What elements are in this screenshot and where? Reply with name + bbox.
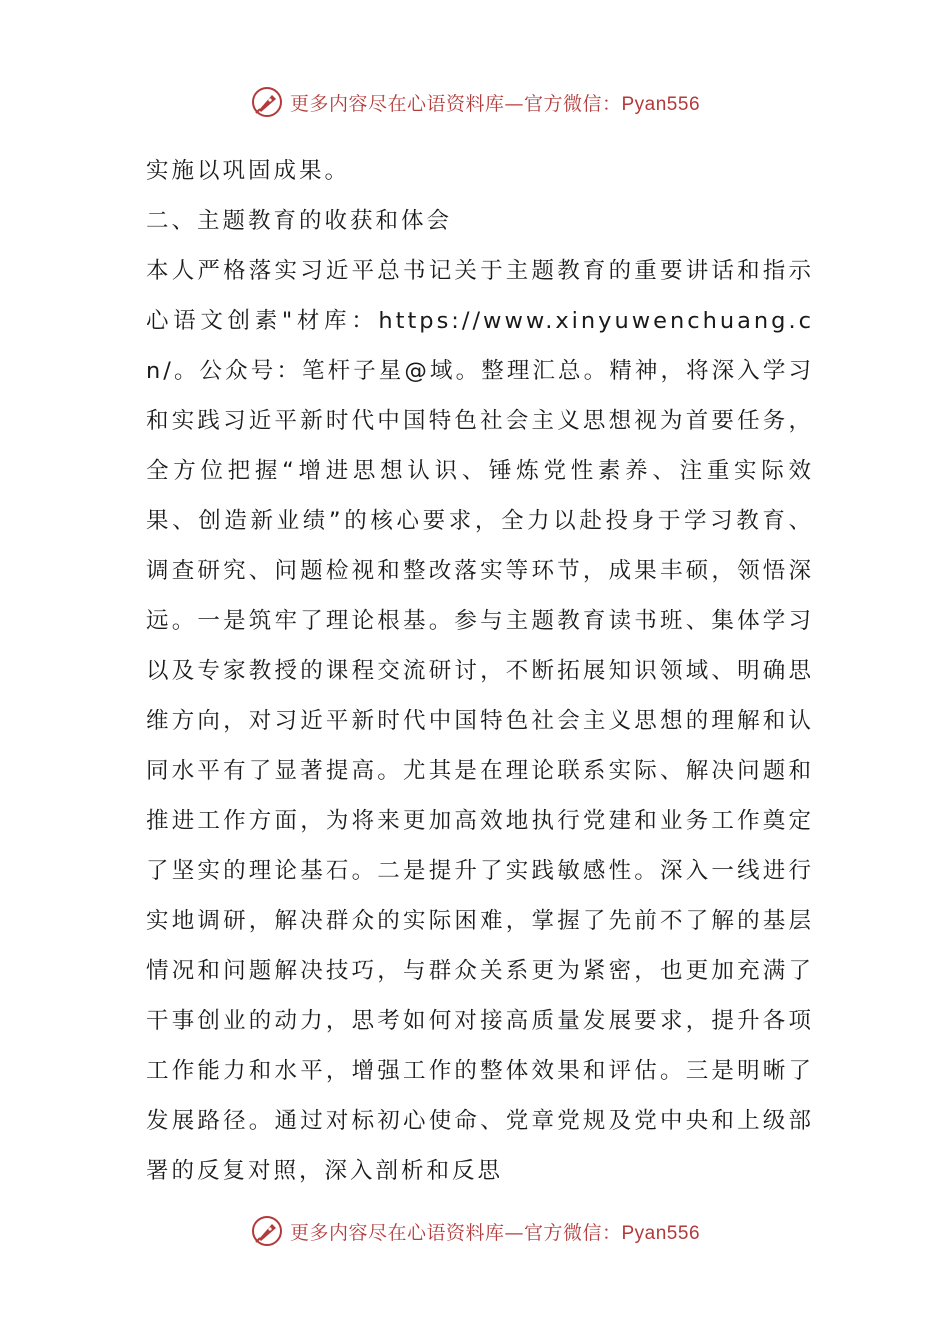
banner-label: [290, 1218, 700, 1245]
header-banner: [0, 82, 950, 122]
footer-banner: [0, 1211, 950, 1251]
banner-text: 更多内容尽在心语资料库—官方微信：: [289, 92, 622, 115]
document-body: [146, 146, 814, 1196]
body-paragraph: 本人严格落实习近平总书记关于主题教育的重要讲话和指示心语文创素"材库：https://www.xinyuwenchuang.cn/。公众号：笔杆子星@域。整理汇总。精神，将深入学习和实践习近平新时代中国特色社会主义思想视为首要任务，全方位把握“增进思想认识、锤炼党性素养、注重实际效果、创造新业绩”的核心要求，全力以赴投身于学习教育、调查研究、问题检视和整改落实等环节，成果丰硕，领悟深远。一是筑牢了理论根基。参与主题教育读书班、集体学习以及专家教授的课程交流研讨，不断拓展知识领域、明确思维方向，对习近平新时代中国特色社会主义思想的理解和认同水平有了显著提高。尤其是在理论联系实际、解决问题和推进工作方面，为将来更加高效地执行党建和业务工作奠定了坚实的理论基石。二是提升了实践敏感性。深入一线进行实地调研，解决群众的实际困难，掌握了先前不了解的基层情况和问题解决技巧，与群众关系更为紧密，也更加充满了干事创业的动力，思考如何对接高质量发展要求，提升各项工作能力和水平，增强工作的整体效果和评估。三是明晰了发展路径。通过对标初心使命、党章党规及党中央和上级部署的反复对照，深入剖析和反思: [146, 258, 814, 1184]
pen-nib-logo-icon: [250, 85, 284, 119]
wechat-id: Pyan556: [621, 1222, 701, 1244]
wechat-id: Pyan556: [621, 93, 701, 115]
text-line: 实施以巩固成果。: [146, 158, 351, 184]
pen-nib-logo-icon: [250, 1214, 284, 1248]
section-heading: 二、主题教育的收获和体会: [146, 208, 453, 234]
banner-label: [290, 89, 700, 116]
banner-text: 更多内容尽在心语资料库—官方微信：: [289, 1221, 622, 1244]
